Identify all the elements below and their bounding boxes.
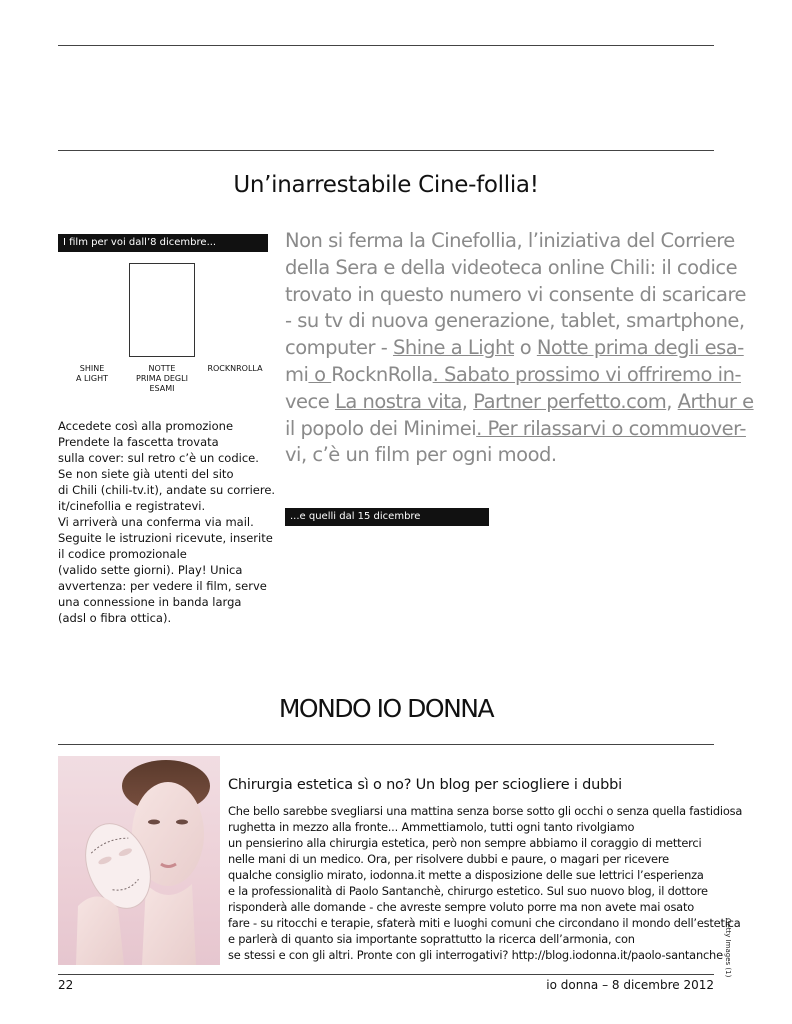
film-title-link: Shine a Light: [392, 336, 515, 360]
page-number: 22: [58, 978, 74, 992]
lead-line: [285, 282, 747, 309]
instruction-line: il codice promozionale: [58, 547, 187, 561]
lead-line: [285, 416, 746, 443]
lead-text: vi, c’è un film per ogni mood.: [285, 443, 557, 467]
article-title: Un’inarrestabile Cine-follia!: [233, 172, 539, 198]
films-second-label: ...e quelli dal 15 dicembre: [285, 508, 489, 526]
section-rule: [58, 744, 714, 745]
lead-text: computer -: [285, 336, 393, 360]
film-caption: [202, 364, 268, 374]
lead-text: mi: [285, 362, 309, 386]
section-title: MONDO IO DONNA: [278, 694, 494, 723]
lead-text: Non si ferma la Cinefollia, l’iniziativa del Corriere: [285, 229, 735, 252]
instruction-line: una connessione in banda larga: [58, 595, 242, 609]
instruction-line: Prendete la fascetta trovata: [58, 435, 219, 449]
blog-headline: Chirurgia estetica sì o no? Un blog per sciogliere i dubbi: [228, 777, 622, 793]
films-first-label: I film per voi dall’8 dicembre...: [58, 234, 268, 252]
blog-body-line: rughetta in mezzo alla fronte... Ammettiamolo, tutti ogni tanto rivolgiamo: [228, 820, 635, 834]
lead-line: [285, 389, 754, 416]
film-title-link: . Sabato prossimo vi offriremo in-: [432, 362, 741, 386]
woman-mask-illustration: [58, 756, 220, 965]
blog-body-line: nelle mani di un medico. Ora, per risolvere dubbi e paure, o magari per ricevere: [228, 852, 669, 866]
film-title-link: . Per rilassarvi o commuover-: [476, 416, 746, 440]
blog-body-line: e la professionalità di Paolo Santanchè, chirurgo estetico. Sul suo nuovo blog, il dottore: [228, 884, 708, 898]
film-title-link: o: [308, 362, 332, 386]
lead-text: RocknRolla: [331, 362, 433, 386]
film-caption-line: SHINE: [79, 364, 105, 373]
woman-mask-photo: [58, 756, 220, 965]
instruction-line: Seguite le istruzioni ricevute, inserite: [58, 531, 273, 545]
article-lead: [285, 228, 754, 469]
film-caption: [64, 364, 120, 384]
film-title-link: Notte prima degli esa-: [536, 336, 744, 360]
blog-body-line: risponderà alle domande - che avreste sempre voluto porre ma non avete mai osato: [228, 900, 694, 914]
photo-credit: Getty Images (1): [724, 918, 732, 978]
instruction-line: Vi arriverà una conferma via mail.: [58, 515, 254, 529]
instruction-line: Se non siete già utenti del sito: [58, 467, 234, 481]
blog-body-line: e parlerà di quanto sia importante soprattutto la ricerca dell’armonia, con: [228, 932, 635, 946]
blog-body-line: Che bello sarebbe svegliarsi una mattina senza borse sotto gli occhi o senza quella fastidiosa: [228, 804, 743, 818]
promo-instructions: [58, 418, 276, 626]
film-caption-line: PRIMA DEGLI: [136, 374, 188, 383]
instruction-line: (valido sette giorni). Play! Unica: [58, 563, 243, 577]
lead-text: trovato in questo numero vi consente di scaricare: [285, 282, 747, 306]
film-title-link: Arthur e: [677, 389, 754, 413]
lead-text: vece: [285, 389, 335, 413]
film-caption-line: NOTTE: [148, 364, 176, 373]
instruction-line: avvertenza: per vedere il film, serve: [58, 579, 267, 593]
lead-text: o: [514, 336, 537, 360]
blog-body-line: qualche consiglio mirato, iodonna.it mette a disposizione delle sue lettrici l’esperienza: [228, 868, 704, 882]
lead-line: [285, 335, 744, 362]
lead-text: il popolo dei Minimei: [285, 416, 477, 440]
film-title-link: La nostra vita: [334, 389, 462, 413]
film-caption-line: ROCKNROLLA: [207, 364, 263, 373]
lead-line: [285, 362, 741, 389]
instruction-line: di Chili (chili-tv.it), andate su corriere.: [58, 483, 276, 497]
instruction-line: (adsl o fibra ottica).: [58, 611, 172, 625]
top-rule: [58, 45, 714, 46]
lead-line: [285, 442, 719, 469]
lead-line: [285, 255, 738, 282]
blog-body-line: se stessi e con gli altri. Pronte con gli interrogativi? http://blog.iodonna.it/paolo-santanche: [228, 948, 723, 962]
film-title-link: Partner perfetto.com: [473, 389, 667, 413]
blog-body-line: fare - su ritocchi e terapie, sfaterà miti e luoghi comuni che circondano il mondo dell’estetica: [228, 916, 741, 930]
lead-line: [285, 228, 735, 255]
film-caption-line: ESAMI: [149, 384, 175, 393]
film-caption: [126, 364, 198, 394]
footer-rule: [58, 974, 714, 975]
lead-text: ,: [666, 389, 678, 413]
instruction-line: Accedete così alla promozione: [58, 419, 234, 433]
lead-text: ,: [461, 389, 474, 413]
instruction-line: sulla cover: sul retro c’è un codice.: [58, 451, 259, 465]
lead-text: della Sera e della videoteca online Chili: il codice: [285, 255, 738, 279]
film-caption-line: A LIGHT: [76, 374, 108, 383]
lead-text: - su tv di nuova generazione, tablet, smartphone,: [285, 309, 745, 333]
lead-line: [285, 308, 745, 335]
issue-date: io donna – 8 dicembre 2012: [546, 978, 714, 992]
dvd-cover-placeholder: [129, 263, 195, 357]
blog-body-line: un pensierino alla chirurgia estetica, però non sempre abbiamo il coraggio di metterci: [228, 836, 702, 850]
instruction-line: it/cinefollia e registratevi.: [58, 499, 206, 513]
article-top-rule: [58, 150, 714, 151]
